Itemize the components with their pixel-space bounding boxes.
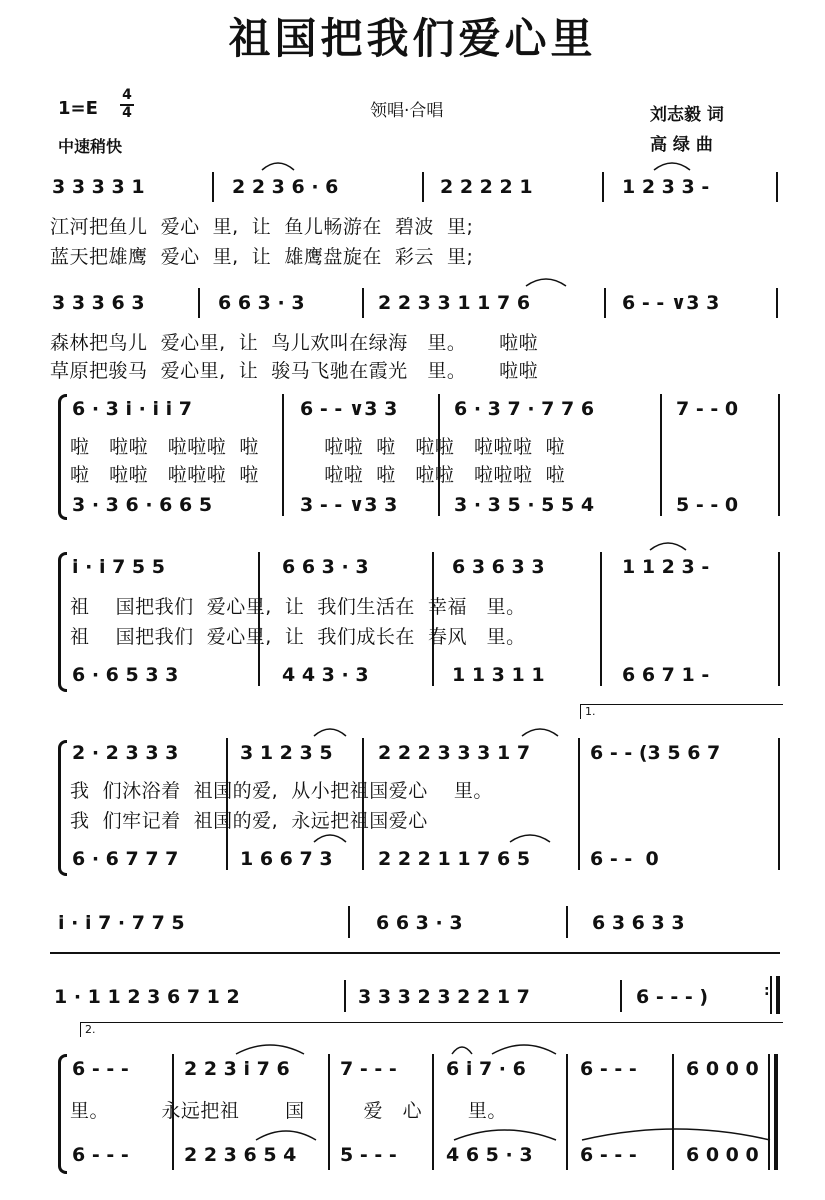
system-brace: [58, 740, 67, 876]
lyric-line: 江河把鱼儿 爱心 里, 让 鱼儿畅游在 碧波 里;: [50, 216, 474, 238]
slur: [510, 835, 550, 842]
measure-5-3-upper: 2 2 2 3 3 3 1 7: [378, 742, 531, 764]
measure-3-2-upper: 6 - - ∨3 3: [300, 398, 398, 420]
repeat-barline-thin: [770, 976, 772, 1014]
measure-8-5-upper: 6 - - -: [580, 1058, 637, 1080]
lyric-line: 森林把鸟儿 爱心里, 让 鸟儿欢叫在绿海 里。 啦啦: [50, 332, 539, 354]
measure-2-3: 2 2 3 3 1 1 7 6: [378, 292, 531, 314]
barline: [362, 288, 364, 318]
system-brace: [58, 552, 67, 692]
barline: [672, 1054, 674, 1170]
barline: [604, 288, 606, 318]
measure-5-4-lower: 6 - - 0: [590, 848, 659, 870]
barline: [348, 906, 350, 938]
lyric-line: 我 们沐浴着 祖国的爱, 从小把祖国爱心 里。: [70, 780, 493, 802]
measure-2-2: 6 6 3 · 3: [218, 292, 305, 314]
lyric-line: 我 们牢记着 祖国的爱, 永远把祖国爱心: [70, 810, 428, 832]
barline: [212, 172, 214, 202]
composer-credit: 高 绿 曲: [650, 135, 713, 155]
measure-1-2: 2 2 3 6 · 6: [232, 176, 339, 198]
measure-5-4-upper: 6 - - (3 5 6 7: [590, 742, 721, 764]
system-brace: [58, 1054, 67, 1174]
lyric-line: 祖 国把我们 爱心里, 让 我们成长在 春风 里。: [70, 626, 526, 648]
measure-8-3-upper: 7 - - -: [340, 1058, 397, 1080]
slur: [492, 1045, 556, 1054]
slur: [314, 729, 346, 736]
barline: [258, 552, 260, 686]
barline: [362, 738, 364, 870]
measure-3-3-upper: 6 · 3 7 · 7 7 6: [454, 398, 595, 420]
slur: [256, 1131, 316, 1140]
measure-4-1-upper: i · i 7 5 5: [72, 556, 165, 578]
measure-1-4: 1 2 3 3 -: [622, 176, 710, 198]
measure-3-4-lower: 5 - - 0: [676, 494, 739, 516]
slur: [526, 279, 566, 286]
measure-7-3: 6 - - - ): [636, 986, 709, 1008]
second-ending-bracket: 2.: [80, 1022, 783, 1037]
barline: [422, 172, 424, 202]
tempo-marking: 中速稍快: [58, 137, 123, 156]
lyric-line: 里。 永远把祖 国 爱 心 里。: [70, 1100, 507, 1122]
repeat-dots: :: [764, 983, 770, 999]
measure-8-4-lower: 4 6 5 · 3: [446, 1144, 533, 1166]
measure-7-2: 3 3 3 2 3 2 2 1 7: [358, 986, 530, 1008]
measure-6-3: 6 3 6 3 3: [592, 912, 685, 934]
measure-6-1: i · i 7 · 7 7 5: [58, 912, 185, 934]
measure-8-1-upper: 6 - - -: [72, 1058, 129, 1080]
lyric-line: 草原把骏马 爱心里, 让 骏马飞驰在霞光 里。 啦啦: [50, 360, 539, 382]
measure-4-3-lower: 1 1 3 1 1: [452, 664, 545, 686]
measure-4-4-upper: 1 1 2 3 -: [622, 556, 710, 578]
barline: [778, 552, 780, 686]
time-signature: [120, 88, 134, 121]
song-title: 祖国把我们爱心里: [228, 14, 597, 63]
measure-8-4-upper: 6 i 7 · 6: [446, 1058, 526, 1080]
measure-3-3-lower: 3 · 3 5 · 5 5 4: [454, 494, 595, 516]
barline: [432, 552, 434, 686]
key-signature: 1=E: [58, 98, 98, 119]
barline: [344, 980, 346, 1012]
repeat-barline-thick: [776, 976, 780, 1014]
slur: [452, 1047, 472, 1054]
measure-4-3-upper: 6 3 6 3 3: [452, 556, 545, 578]
measure-3-2-lower: 3 - - ∨3 3: [300, 494, 398, 516]
barline: [776, 172, 778, 202]
barline: [566, 1054, 568, 1170]
barline: [578, 738, 580, 870]
measure-5-2-upper: 3 1 2 3 5: [240, 742, 333, 764]
barline: [226, 738, 228, 870]
measure-3-1-upper: 6 · 3 i · i i 7: [72, 398, 192, 420]
measure-5-2-lower: 1 6 6 7 3: [240, 848, 333, 870]
slur: [454, 1130, 556, 1140]
barline: [620, 980, 622, 1012]
measure-3-4-upper: 7 - - 0: [676, 398, 739, 420]
measure-5-1-lower: 6 · 6 7 7 7: [72, 848, 179, 870]
measure-4-4-lower: 6 6 7 1 -: [622, 664, 710, 686]
barline: [778, 394, 780, 516]
measure-5-1-upper: 2 · 2 3 3 3: [72, 742, 179, 764]
lyric-line: 蓝天把雄鹰 爱心 里, 让 雄鹰盘旋在 彩云 里;: [50, 246, 474, 268]
first-ending-bracket: 1.: [580, 704, 783, 719]
measure-8-3-lower: 5 - - -: [340, 1144, 397, 1166]
time-signature-top: 4: [122, 87, 132, 103]
lyric-line: 啦 啦啦 啦啦啦 啦 啦啦 啦 啦啦 啦啦啦 啦: [70, 436, 566, 458]
measure-3-1-lower: 3 · 3 6 · 6 6 5: [72, 494, 213, 516]
barline: [602, 172, 604, 202]
measure-6-2: 6 6 3 · 3: [376, 912, 463, 934]
measure-1-1: 3 3 3 3 1: [52, 176, 145, 198]
system-brace: [58, 394, 67, 520]
time-signature-bottom: 4: [120, 104, 134, 121]
measure-2-4: 6 - - ∨3 3: [622, 292, 720, 314]
barline: [776, 288, 778, 318]
measure-5-3-lower: 2 2 2 1 1 7 6 5: [378, 848, 531, 870]
slur: [582, 1129, 770, 1140]
measure-4-2-upper: 6 6 3 · 3: [282, 556, 369, 578]
slur: [314, 835, 346, 842]
staff-divider: [50, 952, 780, 954]
final-barline-thin: [768, 1054, 770, 1170]
measure-4-2-lower: 4 4 3 · 3: [282, 664, 369, 686]
measure-8-6-lower: 6 0 0 0: [686, 1144, 759, 1166]
barline: [566, 906, 568, 938]
lyric-line: 啦 啦啦 啦啦啦 啦 啦啦 啦 啦啦 啦啦啦 啦: [70, 464, 566, 486]
final-barline-thick: [774, 1054, 778, 1170]
performance-note: 领唱·合唱: [370, 101, 444, 121]
barline: [660, 394, 662, 516]
measure-7-1: 1 · 1 1 2 3 6 7 1 2: [54, 986, 240, 1008]
slur: [654, 163, 690, 170]
measure-8-1-lower: 6 - - -: [72, 1144, 129, 1166]
lyricist-credit: 刘志毅 词: [650, 105, 724, 125]
measure-2-1: 3 3 3 6 3: [52, 292, 145, 314]
measure-1-3: 2 2 2 2 1: [440, 176, 533, 198]
measure-8-6-upper: 6 0 0 0: [686, 1058, 759, 1080]
measure-8-2-lower: 2 2 3 6 5 4: [184, 1144, 297, 1166]
barline: [198, 288, 200, 318]
slur: [236, 1045, 304, 1054]
measure-8-5-lower: 6 - - -: [580, 1144, 637, 1166]
slur: [262, 163, 294, 170]
barline: [778, 738, 780, 870]
slur: [522, 729, 558, 736]
slur: [650, 543, 686, 550]
measure-4-1-lower: 6 · 6 5 3 3: [72, 664, 179, 686]
barline: [600, 552, 602, 686]
measure-8-2-upper: 2 2 3 i 7 6: [184, 1058, 290, 1080]
lyric-line: 祖 国把我们 爱心里, 让 我们生活在 幸福 里。: [70, 596, 526, 618]
